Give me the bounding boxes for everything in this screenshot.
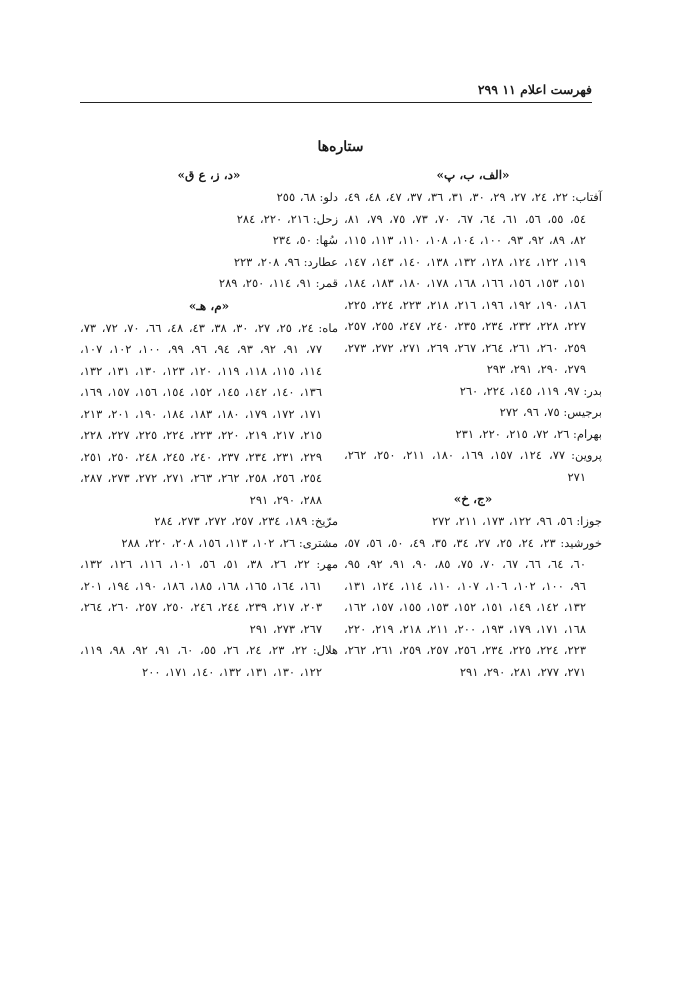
page-number: ۲۹۹ xyxy=(477,82,498,97)
entry-term: مرّیخ: xyxy=(310,514,338,528)
entry-term: عطارد: xyxy=(303,254,338,269)
index-entry-khorshid xyxy=(344,533,602,684)
index-entry-mehr xyxy=(80,554,338,640)
entry-term: قمر: xyxy=(315,276,338,290)
entry-pages: ٥٦، ۹٦، ۱۲۲، ۱۷۳، ۲۱۱، ۲۷۲ xyxy=(431,514,573,528)
index-entry-mah xyxy=(80,318,338,512)
entry-term: بدر: xyxy=(583,383,602,398)
entry-term: ماه: xyxy=(318,320,338,335)
entry-pages: ۲۲، ۲٤، ۲۷، ۲۹، ۳۰، ۳۱، ۳٦، ۳۷، ٤۷، ٤۸، ٤۹، ٥٤، ٥٥، ٥٦، ٦۱، ٦٤، ٦۷، ۷۰، ۷۳، ۷٥، ۷۹، ۸۱، ۸۲، ۸۹، ۹۲، ۹۳، ۱۰۰، ۱۰٤، ۱۰۸، ۱۱۰، ۱۱۳، ۱۱٥، ۱۱۹، ۱۲۲، ۱۲٤، ۱۲۸، ۱۳۲، ۱۳۸، ۱٤۰، ۱٤۳، ۱٤۷، ۱٥۱، ۱٥۳، ۱٥٦، ۱٦٦، ۱٦۸، ۱۷۸، ۱۸۰، ۱۸۳، ۱۸٤، ۱۸٦، ۱۹۰، ۱۹۲، ۱۹٦، ۲۱٦، ۲۱۸، ۲۲۳، ۲۲٤، ۲۲٥، ۲۲۷، ۲۲۸، ۲۳۲، ۲۳٤، ۲۳٥، ۲٤۰، ۲٤۷، ۲٥٥، ۲٥۷، ۲٥۹، ۲٦۰، ۲٦۱، ۲٦٤، ۲٦۷، ۲٦۹، ۲۷۱، ۲۷۲، ۲۷۳، ۲۷۹، ۲۹۰، ۲۹۱، ۲۹۳ xyxy=(344,190,587,376)
entry-term: آفتاب: xyxy=(571,190,602,204)
left-column xyxy=(80,164,338,683)
group-heading: «ج، خ» xyxy=(453,492,493,506)
entry-term: بهرام: xyxy=(572,426,602,441)
section-title: ستاره‌ها xyxy=(317,139,364,155)
running-title: فهرست اعلام xyxy=(520,82,592,97)
entry-term: دلو: xyxy=(319,190,338,204)
index-entry-barjis xyxy=(344,402,602,424)
entry-pages: ۲۳، ۲٤، ۲٥، ۲۷، ۳٤، ۳٥، ٤۹، ٥۰، ٥٦، ٥۷، ٦۰، ٦٤، ٦٦، ٦۷، ۷۰، ۷٥، ۸٥، ۹۰، ۹۱، ۹۲، ۹٥، ۹٦، ۱۰۰، ۱۰۲، ۱۰٦، ۱۰۷، ۱۱۰، ۱۱٤، ۱۲٤، ۱۳۱، ۱۳۲، ۱٤۲، ۱٤۹، ۱٥۱، ۱٥۲، ۱٥۳، ۱٥٥، ۱٥۷، ۱٦۲، ۱٦۸، ۱۷۱، ۱۷۹، ۱۹۳، ۲۰۰، ۲۱۱، ۲۱۸، ۲۱۹، ۲۲۰، ۲۲۳، ۲۲٤، ۲۲٥، ۲۳٤، ۲٥٦، ۲٥۷، ۲٥۹، ۲٦۱، ۲٦۲، ۲۷۱، ۲۷۷، ۲۸۱، ۲۹۰، ۲۹۱ xyxy=(344,535,587,679)
index-entry-aftab xyxy=(344,187,602,381)
index-entry-jowza xyxy=(344,511,602,533)
entry-pages: ٥۰، ۲۳٤ xyxy=(272,233,313,247)
index-entry-badr xyxy=(344,381,602,403)
entry-term: مهر: xyxy=(316,557,338,571)
index-entry-atarod xyxy=(80,252,338,274)
entry-term: زحل: xyxy=(312,211,338,226)
entry-term: جوزا: xyxy=(576,514,602,528)
index-entry-merrikh xyxy=(80,511,338,533)
header-separator: ۱۱ xyxy=(502,82,516,97)
entry-pages: ۲۱٦، ۲۲۰، ۲۸٤ xyxy=(236,211,310,226)
index-entry-soha xyxy=(80,230,338,252)
index-entry-bahram xyxy=(344,424,602,446)
entry-term: مشتری: xyxy=(298,535,338,550)
entry-pages: ۹۷، ۱۱۹، ۱٤٥، ۲۲٤، ۲٦۰ xyxy=(459,383,580,398)
index-entry-helal xyxy=(80,640,338,683)
entry-term: سُها: xyxy=(315,233,338,247)
group-heading: «د، ز، ع ق» xyxy=(177,168,241,182)
entry-pages: ۲٦، ۱۰۲، ۱۱۳، ۱٥٦، ۲۰۸، ۲۲۰، ۲۸۸ xyxy=(121,535,296,550)
index-entry-dalv xyxy=(80,187,338,209)
entry-pages: ۲۲، ۲٦، ۳۸، ٥۱، ٥٦، ۱۰۱، ۱۱٦، ۱۲٦، ۱۳۲، ۱٦۱، ۱٦٤، ۱٦٥، ۱٦۸، ۱۸٥، ۱۸٦، ۱۹۰، ۱۹٤، ۲۰۱، ۲۰۳، ۲۱۷، ۲۳۹، ۲٤٤، ۲٤٦، ۲٥۰، ۲٥۷، ۲٦۰، ۲٦٤، ۲٦۷، ۲۷۳، ۲۹۱ xyxy=(80,557,322,636)
entry-term: هلال: xyxy=(312,643,338,657)
header-rule xyxy=(80,102,592,103)
right-column xyxy=(344,164,602,683)
entry-pages: ۱۸۹، ۲۳٤، ۲٥۷، ۲۷۲، ۲۷۳، ۲۸٤ xyxy=(154,514,308,528)
entry-pages: ٦۸، ۲٥٥ xyxy=(276,190,316,204)
entry-pages: ۹٦، ۲۰۸، ۲۲۳ xyxy=(233,254,300,269)
entry-term: خورشید: xyxy=(560,535,602,550)
entry-term: پروین: xyxy=(571,448,603,462)
index-entry-moshtari xyxy=(80,533,338,555)
index-entry-parvin xyxy=(344,445,602,488)
entry-pages: ۷۷، ۱۲٤، ۱٥۷، ۱٦۹، ۱۸۰، ۲۱۱، ۲٥۰، ۲٦۲، ۲۷۱ xyxy=(344,448,586,484)
entry-pages: ۲٤، ۲٥، ۲۷، ۳۰، ۳۸، ٤۳، ٤۸، ٦٦، ۷۰، ۷۲، ۷۳، ۷۷، ۹۱، ۹۲، ۹۳، ۹٤، ۹٦، ۹۹، ۱۰۰، ۱۰۲، ۱۰۷، ۱۱٤، ۱۱٥، ۱۱۸، ۱۱۹، ۱۲۰، ۱۲۳، ۱۳۰، ۱۳۱، ۱۳۲، ۱۳٦، ۱٤۰، ۱٤۲، ۱٤٥، ۱٥۲، ۱٥٤، ۱٥٦، ۱٥۷، ۱٦۹، ۱۷۱، ۱۷۲، ۱۷۹، ۱۸۰، ۱۸۳، ۱۸٤، ۱۹۰، ۲۰۱، ۲۱۳، ۲۱٥، ۲۱۷، ۲۱۹، ۲۲۰، ۲۲۳، ۲۲٤، ۲۲٥، ۲۲۷، ۲۲۸، ۲۲۹، ۲۳۱، ۲۳٤، ۲۳۷، ۲٤۰، ۲٤٥، ۲٤۸، ۲٥۰، ۲٥۱، ۲٥٤، ۲٥٦، ۲٥۸، ۲٦۲، ۲٦۳، ۲۷۱، ۲۷۲، ۲۷۳، ۲۸۷، ۲۸۸، ۲۹۰، ۲۹۱ xyxy=(80,320,323,507)
index-entry-zohal xyxy=(80,209,338,231)
running-header xyxy=(80,82,592,97)
entry-pages: ۲۲، ۲۳، ۲٤، ۲٦، ٥٥، ٦۰، ۹۱، ۹۲، ۹۸، ۱۱۹، ۱۲۲، ۱۳۰، ۱۳۱، ۱۳۲، ۱٤۰، ۱۷۱، ۲۰۰ xyxy=(80,643,322,679)
group-heading: «م، هـ» xyxy=(188,298,230,313)
index-entry-ghamar xyxy=(80,273,338,295)
entry-pages: ۹۱، ۱۱٤، ۲٥۰، ۲۸۹ xyxy=(218,276,312,290)
entry-pages: ۲٦، ۷۲، ۲۱٥، ۲۲۰، ۲۳۱ xyxy=(455,426,570,441)
group-heading: «الف، ب، پ» xyxy=(436,168,510,182)
entry-term: برجیس: xyxy=(563,405,602,419)
entry-pages: ۷٥، ۹٦، ۲۷۲ xyxy=(499,405,560,419)
